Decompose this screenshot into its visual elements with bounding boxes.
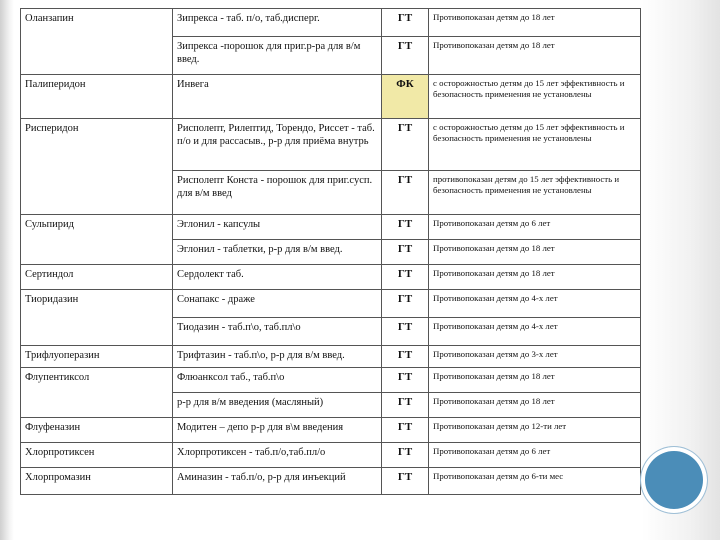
table-row <box>21 265 641 290</box>
table-row <box>21 443 641 468</box>
drug-name-cell: Хлорпромазин <box>21 468 173 495</box>
note-cell: противопоказан детям до 15 лет эффективность и безопасность применения не установлены <box>429 171 641 215</box>
drug-name-cell: Трифлуоперазин <box>21 346 173 368</box>
note-cell: с осторожностью детям до 15 лет эффективность и безопасность применения не установлены <box>429 119 641 171</box>
note-cell: с осторожностью детям до 15 лет эффективность и безопасность применения не установлены <box>429 75 641 119</box>
drug-form-cell: Флюанксол таб., таб.п\о <box>173 368 382 393</box>
drug-name-cell: Рисперидон <box>21 119 173 215</box>
drug-form-cell: Эглонил - капсулы <box>173 215 382 240</box>
note-cell: Противопоказан детям до 18 лет <box>429 240 641 265</box>
drug-name-cell: Хлорпротиксен <box>21 443 173 468</box>
code-cell: ГТ <box>382 215 429 240</box>
drug-name-cell: Сульпирид <box>21 215 173 265</box>
drug-form-cell: Аминазин - таб.п/о, р-р для инъекций <box>173 468 382 495</box>
note-cell: Противопоказан детям до 18 лет <box>429 37 641 75</box>
drug-form-cell: Хлорпротиксен - таб.п/о,таб.пл/о <box>173 443 382 468</box>
note-cell: Противопоказан детям до 6 лет <box>429 443 641 468</box>
drug-form-cell: Тиодазин - таб.п\о, таб.пл\о <box>173 318 382 346</box>
code-cell: ГТ <box>382 37 429 75</box>
drug-form-cell: Эглонил - таблетки, р-р для в/м введ. <box>173 240 382 265</box>
table-row <box>21 119 641 171</box>
drug-form-cell: р-р для в/м введения (масляный) <box>173 393 382 418</box>
drug-name-cell: Палиперидон <box>21 75 173 119</box>
note-cell: Противопоказан детям до 6 лет <box>429 215 641 240</box>
code-cell: ГТ <box>382 9 429 37</box>
code-cell: ГТ <box>382 418 429 443</box>
note-cell: Противопоказан детям до 4-х лет <box>429 318 641 346</box>
note-cell: Противопоказан детям до 18 лет <box>429 393 641 418</box>
note-cell: Противопоказан детям до 18 лет <box>429 265 641 290</box>
note-cell: Противопоказан детям до 4-х лет <box>429 290 641 318</box>
table-row <box>21 9 641 37</box>
drug-form-cell: Модитен – депо р-р для в\м введения <box>173 418 382 443</box>
code-cell: ГТ <box>382 265 429 290</box>
code-cell: ГТ <box>382 318 429 346</box>
code-cell: ГТ <box>382 346 429 368</box>
code-cell: ГТ <box>382 368 429 393</box>
table-row <box>21 215 641 240</box>
note-cell: Противопоказан детям до 18 лет <box>429 368 641 393</box>
note-cell: Противопоказан детям до 6-ти мес <box>429 468 641 495</box>
note-cell: Противопоказан детям до 3-х лет <box>429 346 641 368</box>
slide-left-edge <box>0 0 14 540</box>
slide-decoration-circle <box>641 447 707 513</box>
code-cell: ГТ <box>382 443 429 468</box>
table-row <box>21 368 641 393</box>
table-row <box>21 468 641 495</box>
drug-form-cell: Сонапакс - драже <box>173 290 382 318</box>
drug-name-cell: Флупентиксол <box>21 368 173 418</box>
drug-form-cell: Трифтазин - таб.п\о, р-р для в/м введ. <box>173 346 382 368</box>
code-cell: ГТ <box>382 468 429 495</box>
code-cell: ФК <box>382 75 429 119</box>
drug-form-cell: Рисполепт, Рилептид, Торендо, Риссет - таб. п/о и для рассасыв., р-р для приёма внутрь <box>173 119 382 171</box>
drug-name-cell: Тиоридазин <box>21 290 173 346</box>
antipsychotics-table <box>20 8 641 495</box>
code-cell: ГТ <box>382 393 429 418</box>
drug-name-cell: Флуфеназин <box>21 418 173 443</box>
drug-form-cell: Зипрекса -порошок для приг.р-ра для в/м введ. <box>173 37 382 75</box>
note-cell: Противопоказан детям до 12-ти лет <box>429 418 641 443</box>
drug-form-cell: Рисполепт Конста - порошок для приг.сусп. для в/м введ <box>173 171 382 215</box>
code-cell: ГТ <box>382 290 429 318</box>
table-row <box>21 346 641 368</box>
table-row <box>21 418 641 443</box>
drug-name-cell: Сертиндол <box>21 265 173 290</box>
table-row <box>21 75 641 119</box>
code-cell: ГТ <box>382 240 429 265</box>
note-cell: Противопоказан детям до 18 лет <box>429 9 641 37</box>
drug-form-cell: Зипрекса - таб. п/о, таб.дисперг. <box>173 9 382 37</box>
code-cell: ГТ <box>382 119 429 171</box>
code-cell: ГТ <box>382 171 429 215</box>
drug-form-cell: Инвега <box>173 75 382 119</box>
table-row <box>21 290 641 318</box>
drug-form-cell: Сердолект таб. <box>173 265 382 290</box>
drug-name-cell: Оланзапин <box>21 9 173 75</box>
